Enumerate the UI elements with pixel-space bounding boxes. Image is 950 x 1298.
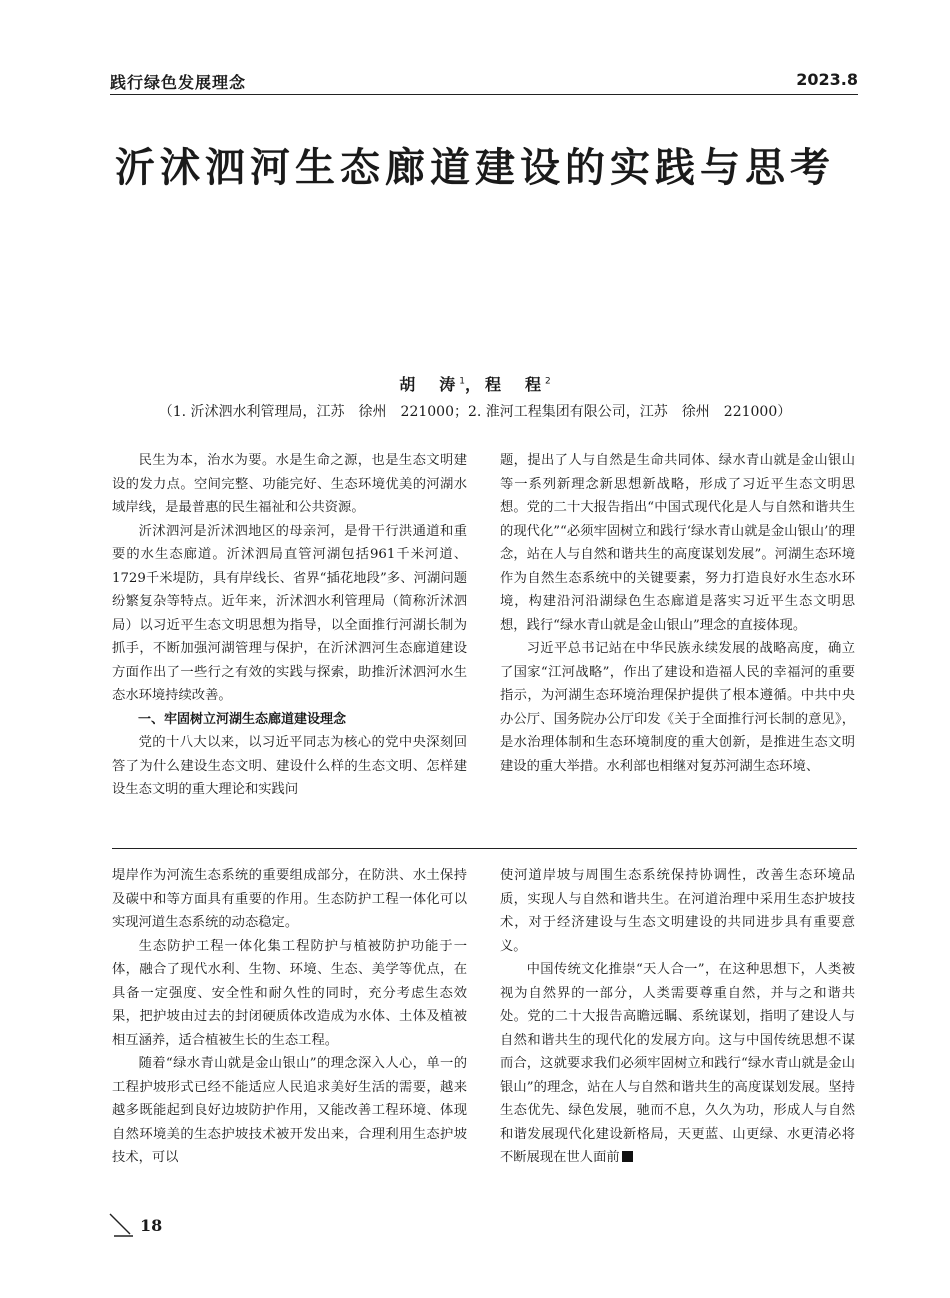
running-header-section: 践行绿色发展理念 xyxy=(110,73,247,92)
header-rule xyxy=(110,94,858,95)
affiliation: （1. 沂沭泗水利管理局，江苏 徐州 221000；2. 淮河工程集团有限公司，江苏 徐州 221000） xyxy=(158,404,792,420)
page-number: 18 xyxy=(140,1216,163,1235)
paragraph: 习近平总书记站在中华民族永续发展的战略高度，确立了国家“江河战略”，作出了建设和造福人民的幸福河的重要指示，为河湖生态环境治理保护提供了根本遵循。中共中央办公厅、国务院办公厅印发《关于全面推行河长制的意见》，是水治理体制和生态环境制度的重大创新，是推进生态文明建设的重大举措。水利部也相继对复苏河湖生态环境、 xyxy=(500,641,855,774)
running-header-issue: 2023.8 xyxy=(796,70,858,89)
section-divider xyxy=(112,848,857,849)
section-heading: 一、牢固树立河湖生态廊道建设理念 xyxy=(138,711,347,727)
paragraph: 沂沭泗河是沂沭泗地区的母亲河，是骨干行洪通道和重要的水生态廊道。沂沭泗局直管河湖包括961千米河道、1729千米堤防，具有岸线长、省界“插花地段”多、河湖问题纷繁复杂等特点。近年来，沂沭泗水利管理局（简称沂沭泗局）以习近平生态文明思想为指导，以全面推行河湖长制为抓手，不断加强河湖管理与保护，在沂沭泗河生态廊道建设方面作出了一些行之有效的实践与探索，助推沂沭泗河水生态水环境持续改善。 xyxy=(112,523,467,703)
author-separator: ， xyxy=(464,375,485,394)
article-title: 沂沭泗河生态廊道建设的实践与思考 xyxy=(115,145,835,191)
author-1-affil-mark: 1 xyxy=(459,376,465,387)
author-line xyxy=(0,372,950,395)
column-3 xyxy=(112,864,467,1170)
column-2 xyxy=(500,449,855,778)
paragraph: 随着“绿水青山就是金山银山”的理念深入人心，单一的工程护坡形式已经不能适应人民追求美好生活的需要，越来越多既能起到良好边坡防护作用，又能改善工程环境、体现自然环境美的生态护坡技术被开发出来，合理利用生态护坡技术，可以 xyxy=(112,1056,467,1165)
paragraph: 民生为本，治水为要。水是生命之源，也是生态文明建设的发力点。空间完整、功能完好、生态环境优美的河湖水域岸线，是最普惠的民生福祉和公共资源。 xyxy=(112,453,467,515)
author-2-affil-mark: 2 xyxy=(545,376,551,387)
column-1 xyxy=(112,449,467,802)
paragraph: 生态防护工程一体化集工程防护与植被防护功能于一体，融合了现代水利、生物、环境、生态、美学等优点，在具备一定强度、安全性和耐久性的同时，充分考虑生态效果，把护坡由过去的封闭硬质体改造成为水体、土体及植被相互涵养，适合植被生长的生态工程。 xyxy=(112,938,467,1048)
author-1: 胡 涛 xyxy=(399,375,460,394)
paragraph: 使河道岸坡与周围生态系统保持协调性，改善生态环境品质，实现人与自然和谐共生。在河道治理中采用生态护坡技术，对于经济建设与生态文明建设的共同进步具有重要意义。 xyxy=(500,868,855,954)
paragraph: 题，提出了人与自然是生命共同体、绿水青山就是金山银山等一系列新理念新思想新战略，形成了习近平生态文明思想。党的二十大报告指出“中国式现代化是人与自然和谐共生的现代化”“必须牢固树立和践行‘绿水青山就是金山银山’的理念，站在人与自然和谐共生的高度谋划发展”。河湖生态环境作为自然生态系统中的关键要素，努力打造良好水生态水环境，构建沿河沿湖绿色生态廊道是落实习近平生态文明思想，践行“绿水青山就是金山银山”理念的直接体现。 xyxy=(500,453,855,633)
paragraph: 党的十八大以来，以习近平同志为核心的党中央深刻回答了为什么建设生态文明、建设什么样的生态文明、怎样建设生态文明的重大理论和实践问 xyxy=(112,735,467,797)
column-4 xyxy=(500,864,855,1170)
paragraph: 堤岸作为河流生态系统的重要组成部分，在防洪、水土保持及碳中和等方面具有重要的作用。生态防护工程一体化可以实现河道生态系统的动态稳定。 xyxy=(112,868,467,930)
author-2: 程 程 xyxy=(485,375,546,394)
end-of-article-mark xyxy=(622,1151,633,1162)
paragraph-text: 中国传统文化推崇“天人合一”，在这种思想下，人类被视为自然界的一部分，人类需要尊重自然，并与之和谐共处。党的二十大报告高瞻远瞩、系统谋划，指明了建设人与自然和谐共生的现代化的发展方向。这与中国传统思想不谋而合，这就要求我们必须牢固树立和践行“绿水青山就是金山银山”的理念，站在人与自然和谐共生的高度谋划发展。坚持生态优先、绿色发展，驰而不息，久久为功，形成人与自然和谐发展现代化建设新格局，天更蓝、山更绿、水更清必将不断展现在世人面前 xyxy=(500,962,855,1165)
page-corner-icon xyxy=(108,1212,134,1238)
paragraph xyxy=(500,958,855,1170)
